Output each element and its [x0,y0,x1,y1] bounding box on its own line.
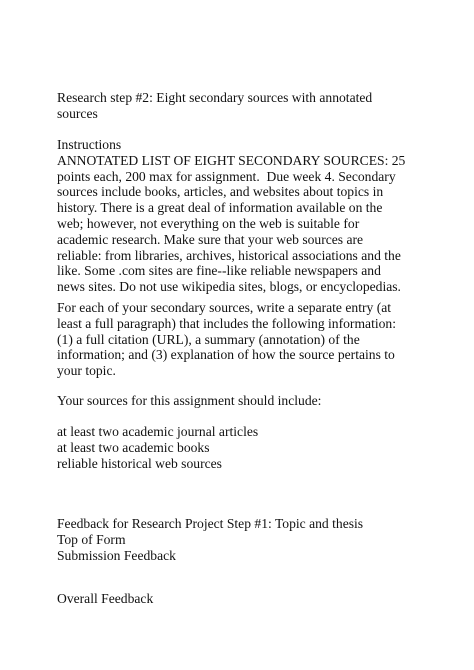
overall-feedback-section [57,591,467,607]
title-line: sources [57,105,98,121]
instructions-line: points each, 200 max for assignment. Due week 4. Secondary [57,168,396,184]
sources-intro-line: Your sources for this assignment should include: [57,393,322,408]
list-item: at least two academic journal articles [57,424,259,439]
instructions-line: ANNOTATED LIST OF EIGHT SECONDARY SOURCES: 25 [57,152,406,168]
title-line: Research step #2: Eight secondary sources with annotated [57,90,373,105]
instructions-line: like. Some .com sites are fine--like reliable newspapers and [57,263,381,279]
instructions-line: news sites. Do not use wikipedia sites, blogs, or encyclopedias. [57,279,401,295]
entry-line: (1) a full citation (URL), a summary (annotation) of the [57,331,360,347]
feedback-heading: Feedback for Research Project Step #1: Topic and thesis [57,516,364,531]
list-item: at least two academic books [57,439,210,455]
entry-requirements-paragraph [57,300,467,379]
document-title [57,90,467,122]
top-of-form-label: Top of Form [57,531,126,547]
instructions-line: history. There is a great deal of information available on the [57,200,383,216]
instructions-line: web; however, not everything on the web is suitable for [57,215,360,231]
entry-line: information; and (3) explanation of how the source pertains to [57,347,395,363]
instructions-line: reliable: from libraries, archives, historical associations and the [57,247,401,263]
feedback-section [57,516,467,563]
sources-intro [57,393,467,409]
instructions-heading: Instructions [57,137,122,152]
entry-line: For each of your secondary sources, write a separate entry (at [57,300,392,315]
submission-feedback-label: Submission Feedback [57,547,176,563]
list-item: reliable historical web sources [57,455,222,471]
sources-list [57,424,467,471]
instructions-line: academic research. Make sure that your web sources are [57,231,364,247]
instructions-line: sources include books, articles, and websites about topics in [57,184,384,200]
entry-line: your topic. [57,363,116,379]
entry-line: least a full paragraph) that includes the following information: [57,315,396,331]
overall-feedback-label: Overall Feedback [57,591,154,606]
instructions-section [57,137,467,295]
